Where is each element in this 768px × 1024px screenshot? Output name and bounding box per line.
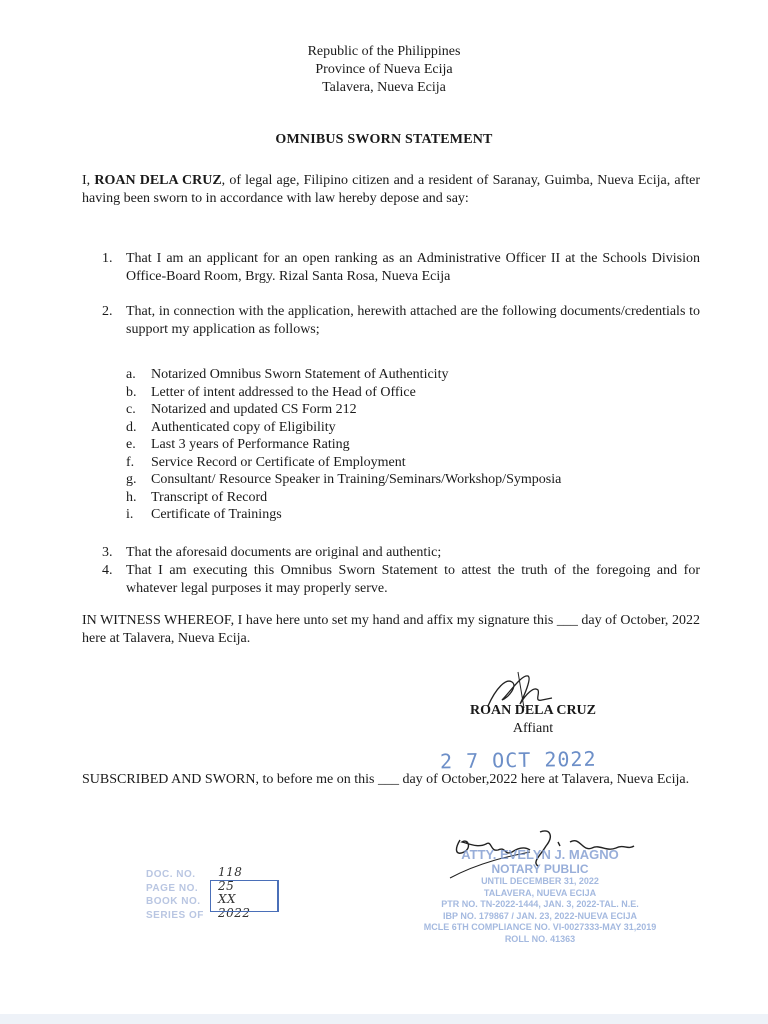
notary-ptr: PTR NO. TN-2022-1444, JAN. 3, 2022-TAL. N.E. <box>441 899 639 909</box>
list-text: Certificate of Trainings <box>151 507 282 522</box>
numbered-item <box>102 303 700 339</box>
docket-label: SERIES OF <box>146 909 204 921</box>
docket-value: 118 <box>218 865 243 879</box>
list-letter: f. <box>126 454 135 470</box>
docket-label: DOC. NO. <box>146 869 196 880</box>
subscribed-paragraph: SUBSCRIBED AND SWORN, to before me on this ___ day of October,2022 here at Talavera, Nueva Ecija. <box>82 772 690 787</box>
document-title: OMNIBUS SWORN STATEMENT <box>275 132 493 147</box>
notary-commission-until: UNTIL DECEMBER 31, 2022 <box>481 876 599 886</box>
list-letter: g. <box>126 472 137 487</box>
header-republic: Republic of the Philippines <box>307 44 461 59</box>
intro-prefix: I, <box>82 173 95 188</box>
header-municipality: Talavera, Nueva Ecija <box>322 80 446 95</box>
item-number: 4. <box>102 563 113 578</box>
list-item <box>126 419 706 437</box>
list-letter: d. <box>126 419 137 435</box>
numbered-item <box>102 544 700 562</box>
notary-ibp: IBP NO. 179867 / JAN. 23, 2022-NUEVA ECIJA <box>443 910 637 921</box>
notary-location: TALAVERA, NUEVA ECIJA <box>483 887 597 898</box>
header-province: Province of Nueva Ecija <box>315 62 453 77</box>
list-item <box>126 384 706 402</box>
list-letter: e. <box>126 437 136 452</box>
affiant-name: ROAN DELA CRUZ <box>469 703 596 718</box>
list-text: Transcript of Record <box>151 489 268 505</box>
list-letter: b. <box>126 384 137 400</box>
notary-name: ATTY. EVELYN J. MAGNO <box>461 847 619 862</box>
intro-rest: , of legal age, Filipino citizen and a resident of Saranay, Guimba, Nueva Ecija, after having been sworn to in accordance with law hereby depose and say: <box>82 173 700 206</box>
document-header <box>0 43 768 97</box>
documents-list <box>126 366 706 524</box>
scan-edge <box>0 1014 768 1024</box>
docket-value: XX <box>218 892 237 906</box>
list-text: Notarized and updated CS Form 212 <box>151 402 357 417</box>
list-item <box>126 366 706 384</box>
item-text: That, in connection with the application, herewith attached are the following documents/credentials to support my application as follows; <box>126 304 700 337</box>
list-letter: h. <box>126 489 137 505</box>
list-item <box>126 471 706 489</box>
notary-title: NOTARY PUBLIC <box>491 862 589 876</box>
date-stamp: 2 7 OCT 2022 <box>439 746 597 774</box>
notary-roll: ROLL NO. 41363 <box>504 933 576 944</box>
numbered-item <box>102 562 700 598</box>
intro-name: ROAN DELA CRUZ <box>94 173 222 188</box>
docket-label: BOOK NO. <box>146 896 201 907</box>
docket-box <box>210 880 279 912</box>
list-text: Notarized Omnibus Sworn Statement of Authenticity <box>151 367 449 382</box>
item-number: 3. <box>102 545 113 560</box>
numbered-item <box>102 250 700 286</box>
docket-label: PAGE NO. <box>146 882 199 894</box>
intro-paragraph <box>82 172 700 208</box>
docket-value: 2022 <box>218 905 251 920</box>
list-item <box>126 489 706 507</box>
list-item <box>126 436 706 454</box>
item-text: That the aforesaid documents are original and authentic; <box>126 545 442 560</box>
list-text: Consultant/ Resource Speaker in Training/Seminars/Workshop/Symposia <box>151 472 562 487</box>
docket-value: 25 <box>218 878 235 893</box>
item-text: That I am executing this Omnibus Sworn Statement to attest the truth of the foregoing and for whatever legal purposes it may properly serve. <box>126 563 700 596</box>
item-number: 2. <box>102 304 113 319</box>
list-text: Authenticated copy of Eligibility <box>151 419 336 435</box>
notary-mcle: MCLE 6TH COMPLIANCE NO. VI-0027333-MAY 31,2019 <box>423 922 657 932</box>
list-text: Letter of intent addressed to the Head of Office <box>151 384 416 400</box>
list-text: Service Record or Certificate of Employment <box>151 454 406 470</box>
item-text: That I am an applicant for an open ranking as an Administrative Officer II at the Schools Division Office-Board Room, Brgy. Rizal Santa Rosa, Nueva Ecija <box>126 251 700 284</box>
list-letter: a. <box>126 367 136 382</box>
list-item <box>126 506 706 524</box>
witness-paragraph: IN WITNESS WHEREOF, I have here unto set my hand and affix my signature this ___ day of October, 2022 here at Talavera, Nueva Ecija. <box>82 613 700 646</box>
affiant-block <box>458 702 608 738</box>
list-letter: i. <box>126 507 134 522</box>
list-letter: c. <box>126 402 136 417</box>
list-item <box>126 454 706 472</box>
item-number: 1. <box>102 251 113 266</box>
list-item <box>126 401 706 419</box>
affiant-role: Affiant <box>512 721 554 736</box>
notary-stamp <box>380 848 700 945</box>
list-text: Last 3 years of Performance Rating <box>151 437 350 452</box>
